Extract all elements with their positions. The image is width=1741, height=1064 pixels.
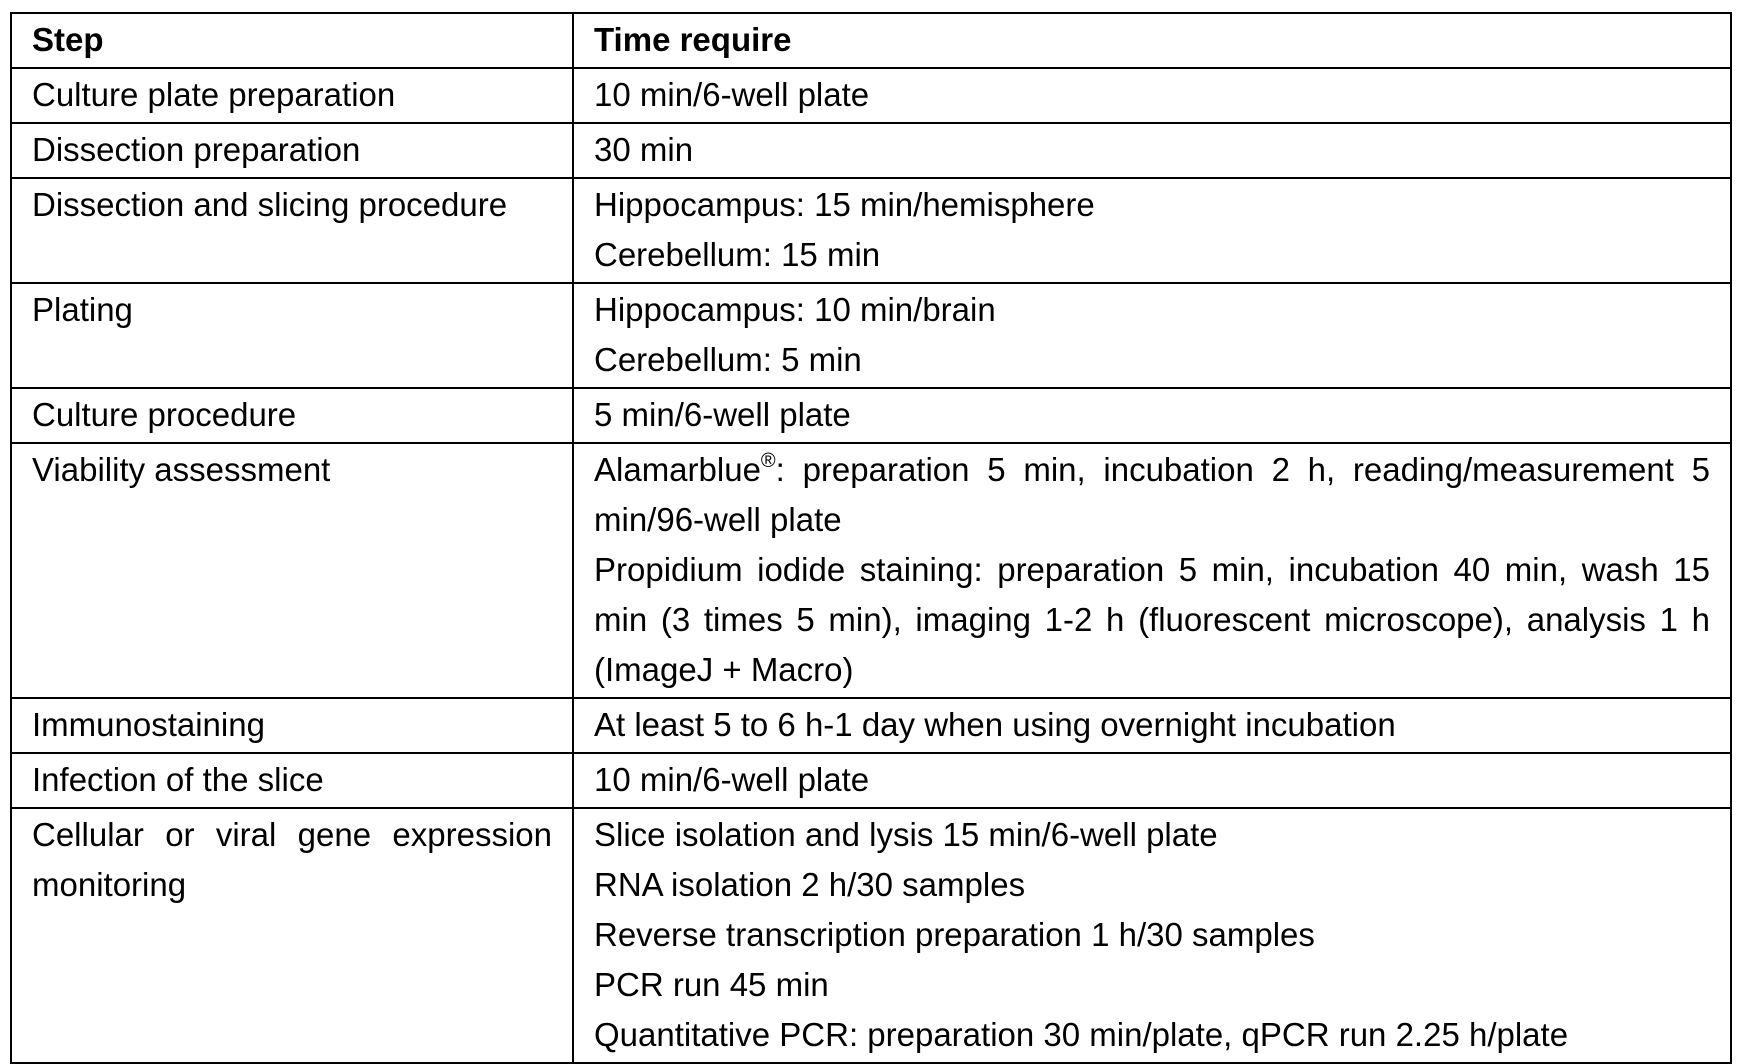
table-row [11,443,1731,698]
time-cell [573,698,1731,753]
alamarblue-name: Alamarblue [594,451,761,488]
table-header-row [11,13,1731,68]
table-row [11,123,1731,178]
step-cell: Culture procedure [11,388,573,443]
time-line: 10 min/6-well plate [594,76,870,113]
table-row [11,808,1731,1063]
table-row [11,388,1731,443]
time-line: At least 5 to 6 h-1 day when using overnight incubation [594,706,1396,743]
alamarblue-entry [594,445,1710,545]
step-cell: Dissection preparation [11,123,573,178]
time-line: Hippocampus: 10 min/brain [594,291,996,328]
time-line: 5 min/6-well plate [594,396,851,433]
step-cell: Immunostaining [11,698,573,753]
step-cell [11,178,573,283]
step-cell [11,808,573,1063]
step-text: Cellular or viral gene expression monitoring [32,816,552,903]
propidium-entry: Propidium iodide staining: preparation 5 min, incubation 40 min, wash 15 min (3 times 5 min), imaging 1-2 h (fluorescent microscope), analysis 1 h (ImageJ + Macro) [594,551,1710,688]
table-row [11,698,1731,753]
table-row [11,68,1731,123]
time-line: PCR run 45 min [594,966,829,1003]
time-line: Cerebellum: 15 min [594,236,881,273]
time-line: 30 min [594,131,694,168]
time-cell [573,123,1731,178]
header-time-require: Time require [573,13,1731,68]
time-cell [573,68,1731,123]
time-line: Reverse transcription preparation 1 h/30 samples [594,916,1315,953]
time-line: Hippocampus: 15 min/hemisphere [594,186,1095,223]
time-cell [573,388,1731,443]
registered-mark: ® [760,450,776,472]
time-cell [573,443,1731,698]
timing-table [10,12,1732,1064]
step-cell: Infection of the slice [11,753,573,808]
step-text: Dissection and slicing procedure [32,186,508,223]
time-cell [573,808,1731,1063]
time-line: RNA isolation 2 h/30 samples [594,866,1026,903]
time-line: Quantitative PCR: preparation 30 min/plate, qPCR run 2.25 h/plate [594,1016,1569,1053]
time-cell [573,283,1731,388]
time-line: 10 min/6-well plate [594,761,870,798]
alamarblue-details: : preparation 5 min, incubation 2 h, reading/measurement 5 min/96-well plate [594,451,1710,538]
table-row [11,283,1731,388]
header-step: Step [11,13,573,68]
time-cell [573,178,1731,283]
step-cell: Viability assessment [11,443,573,698]
time-line: Cerebellum: 5 min [594,341,862,378]
step-cell: Plating [11,283,573,388]
time-cell [573,753,1731,808]
step-cell: Culture plate preparation [11,68,573,123]
table-row [11,753,1731,808]
table-row [11,178,1731,283]
time-line: Slice isolation and lysis 15 min/6-well plate [594,816,1218,853]
